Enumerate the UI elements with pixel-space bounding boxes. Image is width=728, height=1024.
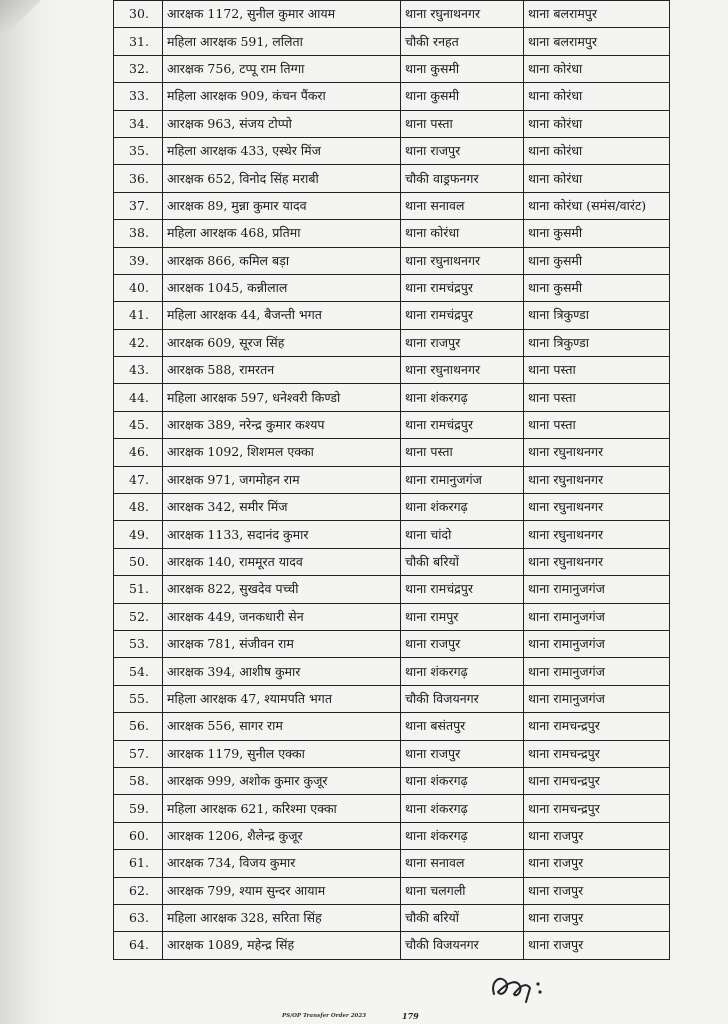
serial-number-cell: 52. <box>114 603 163 630</box>
from-posting-cell: थाना रामानुजगंज <box>401 466 524 493</box>
employee-name-cell: आरक्षक 963, संजय टोप्पो <box>163 110 401 137</box>
employee-name-cell: आरक्षक 89, मुन्ना कुमार यादव <box>163 192 401 219</box>
serial-number-cell: 33. <box>114 83 163 110</box>
to-posting-cell: थाना रामचन्द्रपुर <box>524 767 670 794</box>
from-posting-cell: चौकी बरियों <box>401 548 524 575</box>
from-posting-cell: थाना रामचंद्रपुर <box>401 274 524 301</box>
serial-number-cell: 40. <box>114 274 163 301</box>
from-posting-cell: थाना रामपुर <box>401 603 524 630</box>
from-posting-cell: थाना शंकरगढ़ <box>401 384 524 411</box>
from-posting-cell: थाना शंकरगढ़ <box>401 795 524 822</box>
employee-name-cell: आरक्षक 609, सूरज सिंह <box>163 329 401 356</box>
employee-name-cell: आरक्षक 822, सुखदेव पच्ची <box>163 576 401 603</box>
to-posting-cell: थाना रघुनाथनगर <box>524 548 670 575</box>
table-row <box>114 165 670 192</box>
serial-number-cell: 38. <box>114 220 163 247</box>
table-row <box>114 767 670 794</box>
serial-number-cell: 43. <box>114 357 163 384</box>
employee-name-cell: आरक्षक 1092, शिशमल एक्का <box>163 439 401 466</box>
table-row <box>114 521 670 548</box>
from-posting-cell: चौकी बरियों <box>401 904 524 931</box>
serial-number-cell: 37. <box>114 192 163 219</box>
page-number: 179 <box>402 1011 419 1021</box>
table-row <box>114 685 670 712</box>
serial-number-cell: 34. <box>114 110 163 137</box>
to-posting-cell: थाना कोरंधा (समंस/वारंट) <box>524 192 670 219</box>
from-posting-cell: थाना रघुनाथनगर <box>401 357 524 384</box>
to-posting-cell: थाना रामचन्द्रपुर <box>524 740 670 767</box>
to-posting-cell: थाना रामचन्द्रपुर <box>524 795 670 822</box>
table-row <box>114 220 670 247</box>
serial-number-cell: 30. <box>114 1 163 28</box>
from-posting-cell: थाना कुसमी <box>401 83 524 110</box>
from-posting-cell: थाना रामचंद्रपुर <box>401 411 524 438</box>
table-row <box>114 55 670 82</box>
to-posting-cell: थाना कुसमी <box>524 247 670 274</box>
employee-name-cell: महिला आरक्षक 468, प्रतिमा <box>163 220 401 247</box>
employee-name-cell: आरक्षक 971, जगमोहन राम <box>163 466 401 493</box>
table-row <box>114 329 670 356</box>
from-posting-cell: थाना राजपुर <box>401 630 524 657</box>
employee-name-cell: महिला आरक्षक 433, एस्थेर मिंज <box>163 137 401 164</box>
to-posting-cell: थाना कुसमी <box>524 220 670 247</box>
serial-number-cell: 35. <box>114 137 163 164</box>
to-posting-cell: थाना कोरंधा <box>524 55 670 82</box>
to-posting-cell: थाना रघुनाथनगर <box>524 466 670 493</box>
serial-number-cell: 56. <box>114 713 163 740</box>
from-posting-cell: चौकी विजयनगर <box>401 685 524 712</box>
employee-name-cell: आरक्षक 556, सागर राम <box>163 713 401 740</box>
table-row <box>114 576 670 603</box>
from-posting-cell: थाना सनावल <box>401 850 524 877</box>
employee-name-cell: आरक्षक 1172, सुनील कुमार आयम <box>163 1 401 28</box>
to-posting-cell: थाना रघुनाथनगर <box>524 494 670 521</box>
employee-name-cell: महिला आरक्षक 47, श्यामपति भगत <box>163 685 401 712</box>
table-row <box>114 850 670 877</box>
to-posting-cell: थाना बलरामपुर <box>524 28 670 55</box>
serial-number-cell: 46. <box>114 439 163 466</box>
from-posting-cell: चौकी वाड्रफनगर <box>401 165 524 192</box>
table-row <box>114 713 670 740</box>
serial-number-cell: 50. <box>114 548 163 575</box>
employee-name-cell: आरक्षक 394, आशीष कुमार <box>163 658 401 685</box>
from-posting-cell: थाना शंकरगढ़ <box>401 767 524 794</box>
table-row <box>114 795 670 822</box>
employee-name-cell: आरक्षक 799, श्याम सुन्दर आयाम <box>163 877 401 904</box>
to-posting-cell: थाना राजपुर <box>524 822 670 849</box>
table-row <box>114 302 670 329</box>
serial-number-cell: 49. <box>114 521 163 548</box>
employee-name-cell: महिला आरक्षक 621, करिश्मा एक्का <box>163 795 401 822</box>
table-row <box>114 494 670 521</box>
table-row <box>114 137 670 164</box>
table-row <box>114 411 670 438</box>
document-reference: PS/OP Transfer Order 2023 <box>282 1013 367 1019</box>
employee-name-cell: आरक्षक 1045, कन्नीलाल <box>163 274 401 301</box>
employee-name-cell: महिला आरक्षक 328, सरिता सिंह <box>163 904 401 931</box>
from-posting-cell: चौकी विजयनगर <box>401 932 524 959</box>
from-posting-cell: थाना रघुनाथनगर <box>401 1 524 28</box>
from-posting-cell: थाना राजपुर <box>401 137 524 164</box>
table-row <box>114 439 670 466</box>
table-row <box>114 247 670 274</box>
serial-number-cell: 44. <box>114 384 163 411</box>
to-posting-cell: थाना रामानुजगंज <box>524 603 670 630</box>
employee-name-cell: आरक्षक 140, राममूरत यादव <box>163 548 401 575</box>
employee-name-cell: आरक्षक 588, रामरतन <box>163 357 401 384</box>
employee-name-cell: आरक्षक 449, जनकधारी सेन <box>163 603 401 630</box>
to-posting-cell: थाना पस्ता <box>524 384 670 411</box>
from-posting-cell: थाना राजपुर <box>401 329 524 356</box>
table-row <box>114 274 670 301</box>
employee-name-cell: महिला आरक्षक 909, कंचन पैंकरा <box>163 83 401 110</box>
to-posting-cell: थाना रामानुजगंज <box>524 685 670 712</box>
employee-name-cell: आरक्षक 1089, महेन्द्र सिंह <box>163 932 401 959</box>
serial-number-cell: 64. <box>114 932 163 959</box>
employee-name-cell: आरक्षक 781, संजीवन राम <box>163 630 401 657</box>
table-row <box>114 384 670 411</box>
transfer-table <box>113 0 670 960</box>
serial-number-cell: 59. <box>114 795 163 822</box>
from-posting-cell: थाना पस्ता <box>401 110 524 137</box>
serial-number-cell: 48. <box>114 494 163 521</box>
from-posting-cell: थाना चलगली <box>401 877 524 904</box>
employee-name-cell: आरक्षक 652, विनोद सिंह मराबी <box>163 165 401 192</box>
to-posting-cell: थाना रामानुजगंज <box>524 630 670 657</box>
from-posting-cell: चौकी रनहत <box>401 28 524 55</box>
employee-name-cell: आरक्षक 734, विजय कुमार <box>163 850 401 877</box>
from-posting-cell: थाना कुसमी <box>401 55 524 82</box>
to-posting-cell: थाना राजपुर <box>524 877 670 904</box>
serial-number-cell: 31. <box>114 28 163 55</box>
serial-number-cell: 47. <box>114 466 163 493</box>
employee-name-cell: आरक्षक 866, कमिल बड़ा <box>163 247 401 274</box>
from-posting-cell: थाना रघुनाथनगर <box>401 247 524 274</box>
from-posting-cell: थाना रामचंद्रपुर <box>401 576 524 603</box>
from-posting-cell: थाना शंकरगढ़ <box>401 822 524 849</box>
to-posting-cell: थाना राजपुर <box>524 904 670 931</box>
from-posting-cell: थाना राजपुर <box>401 740 524 767</box>
table-row <box>114 630 670 657</box>
table-row <box>114 466 670 493</box>
from-posting-cell: थाना कोरंधा <box>401 220 524 247</box>
table-row <box>114 110 670 137</box>
serial-number-cell: 62. <box>114 877 163 904</box>
employee-name-cell: आरक्षक 1179, सुनील एक्का <box>163 740 401 767</box>
table-row <box>114 932 670 959</box>
table-row <box>114 904 670 931</box>
employee-name-cell: आरक्षक 999, अशोक कुमार कुजूर <box>163 767 401 794</box>
employee-name-cell: आरक्षक 342, समीर मिंज <box>163 494 401 521</box>
employee-name-cell: महिला आरक्षक 597, धनेश्वरी किण्डो <box>163 384 401 411</box>
table-row <box>114 192 670 219</box>
employee-name-cell: आरक्षक 1133, सदानंद कुमार <box>163 521 401 548</box>
to-posting-cell: थाना रघुनाथनगर <box>524 439 670 466</box>
from-posting-cell: थाना पस्ता <box>401 439 524 466</box>
serial-number-cell: 57. <box>114 740 163 767</box>
to-posting-cell: थाना रामानुजगंज <box>524 658 670 685</box>
to-posting-cell: थाना त्रिकुण्डा <box>524 302 670 329</box>
from-posting-cell: थाना चांदो <box>401 521 524 548</box>
table-row <box>114 658 670 685</box>
transfer-table-body <box>114 1 670 960</box>
serial-number-cell: 45. <box>114 411 163 438</box>
table-row <box>114 822 670 849</box>
signature-mark <box>486 964 550 1008</box>
serial-number-cell: 63. <box>114 904 163 931</box>
to-posting-cell: थाना बलरामपुर <box>524 1 670 28</box>
employee-name-cell: महिला आरक्षक 44, बैजन्ती भगत <box>163 302 401 329</box>
folded-corner <box>0 0 40 34</box>
to-posting-cell: थाना रघुनाथनगर <box>524 521 670 548</box>
serial-number-cell: 39. <box>114 247 163 274</box>
serial-number-cell: 55. <box>114 685 163 712</box>
to-posting-cell: थाना रामानुजगंज <box>524 576 670 603</box>
serial-number-cell: 53. <box>114 630 163 657</box>
from-posting-cell: थाना शंकरगढ़ <box>401 494 524 521</box>
serial-number-cell: 36. <box>114 165 163 192</box>
to-posting-cell: थाना रामचन्द्रपुर <box>524 713 670 740</box>
table-row <box>114 548 670 575</box>
from-posting-cell: थाना बसंतपुर <box>401 713 524 740</box>
serial-number-cell: 32. <box>114 55 163 82</box>
serial-number-cell: 42. <box>114 329 163 356</box>
to-posting-cell: थाना त्रिकुण्डा <box>524 329 670 356</box>
to-posting-cell: थाना पस्ता <box>524 357 670 384</box>
to-posting-cell: थाना कोरंधा <box>524 137 670 164</box>
from-posting-cell: थाना रामचंद्रपुर <box>401 302 524 329</box>
employee-name-cell: महिला आरक्षक 591, ललिता <box>163 28 401 55</box>
employee-name-cell: आरक्षक 756, टप्पू राम तिग्गा <box>163 55 401 82</box>
serial-number-cell: 51. <box>114 576 163 603</box>
table-row <box>114 877 670 904</box>
serial-number-cell: 61. <box>114 850 163 877</box>
serial-number-cell: 41. <box>114 302 163 329</box>
to-posting-cell: थाना कोरंधा <box>524 110 670 137</box>
page-edge-shadow <box>0 0 60 1024</box>
to-posting-cell: थाना पस्ता <box>524 411 670 438</box>
table-row <box>114 357 670 384</box>
to-posting-cell: थाना कोरंधा <box>524 165 670 192</box>
to-posting-cell: थाना राजपुर <box>524 850 670 877</box>
to-posting-cell: थाना राजपुर <box>524 932 670 959</box>
employee-name-cell: आरक्षक 389, नरेन्द्र कुमार कश्यप <box>163 411 401 438</box>
table-row <box>114 83 670 110</box>
to-posting-cell: थाना कोरंधा <box>524 83 670 110</box>
table-row <box>114 1 670 28</box>
serial-number-cell: 58. <box>114 767 163 794</box>
table-row <box>114 740 670 767</box>
table-row <box>114 28 670 55</box>
from-posting-cell: थाना शंकरगढ़ <box>401 658 524 685</box>
from-posting-cell: थाना सनावल <box>401 192 524 219</box>
to-posting-cell: थाना कुसमी <box>524 274 670 301</box>
table-row <box>114 603 670 630</box>
serial-number-cell: 60. <box>114 822 163 849</box>
employee-name-cell: आरक्षक 1206, शैलेन्द्र कुजूर <box>163 822 401 849</box>
serial-number-cell: 54. <box>114 658 163 685</box>
